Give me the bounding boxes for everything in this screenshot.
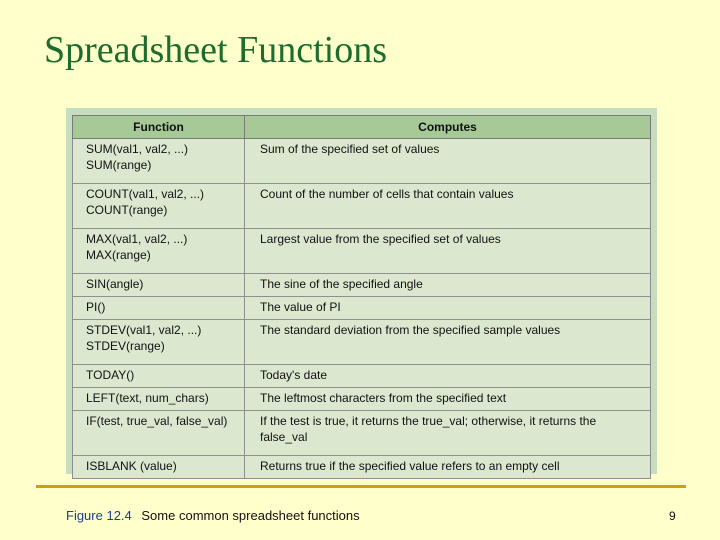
table-header-row — [73, 116, 651, 139]
table-row — [73, 297, 651, 320]
table-row — [73, 388, 651, 411]
table-row — [73, 320, 651, 365]
function-signature: IF(test, true_val, false_val) — [86, 414, 228, 428]
function-cell — [73, 139, 245, 184]
column-header-computes: Computes — [245, 116, 651, 139]
function-cell — [73, 456, 245, 479]
functions-table — [72, 115, 651, 479]
page-number: 9 — [669, 509, 676, 523]
function-cell — [73, 320, 245, 365]
function-cell — [73, 411, 245, 456]
function-cell — [73, 388, 245, 411]
figure-caption — [66, 508, 360, 523]
caption-text: Some common spreadsheet functions — [141, 508, 360, 523]
function-signature: SUM(val1, val2, ...) — [86, 142, 189, 156]
table-row — [73, 274, 651, 297]
slide-title: Spreadsheet Functions — [44, 29, 388, 71]
computes-cell: Largest value from the specified set of values — [245, 229, 651, 274]
function-signature: SUM(range) — [86, 157, 152, 172]
computes-cell: The leftmost characters from the specified text — [245, 388, 651, 411]
table-row — [73, 411, 651, 456]
function-signature: MAX(range) — [86, 247, 151, 262]
table-row — [73, 365, 651, 388]
function-signature: MAX(val1, val2, ...) — [86, 232, 188, 246]
function-cell — [73, 365, 245, 388]
computes-cell — [245, 411, 651, 456]
table-row — [73, 184, 651, 229]
computes-cell: The value of PI — [245, 297, 651, 320]
function-signature: LEFT(text, num_chars) — [86, 391, 209, 405]
function-signature: STDEV(range) — [86, 338, 165, 353]
function-cell — [73, 274, 245, 297]
computes-cell: The sine of the specified angle — [245, 274, 651, 297]
function-signature: PI() — [86, 300, 106, 314]
figure-number: Figure 12.4 — [66, 508, 132, 523]
functions-table-panel — [66, 108, 657, 474]
function-signature: SIN(angle) — [86, 277, 144, 291]
function-cell — [73, 184, 245, 229]
function-signature: STDEV(val1, val2, ...) — [86, 323, 202, 337]
computes-cell: The standard deviation from the specified sample values — [245, 320, 651, 365]
computes-cell: Count of the number of cells that contain values — [245, 184, 651, 229]
computes-cell: Today's date — [245, 365, 651, 388]
function-cell — [73, 229, 245, 274]
footer-divider — [36, 485, 686, 488]
function-cell — [73, 297, 245, 320]
computes-cell: Returns true if the specified value refers to an empty cell — [245, 456, 651, 479]
table-row — [73, 456, 651, 479]
function-signature: COUNT(range) — [86, 202, 168, 217]
column-header-function: Function — [73, 116, 245, 139]
table-row — [73, 229, 651, 274]
function-signature: ISBLANK (value) — [86, 459, 177, 473]
table-row — [73, 139, 651, 184]
function-signature: COUNT(val1, val2, ...) — [86, 187, 205, 201]
function-signature: TODAY() — [86, 368, 135, 382]
computes-cell: Sum of the specified set of values — [245, 139, 651, 184]
computes-text: If the test is true, it returns the true_val; otherwise, it returns the false_val — [260, 414, 597, 444]
